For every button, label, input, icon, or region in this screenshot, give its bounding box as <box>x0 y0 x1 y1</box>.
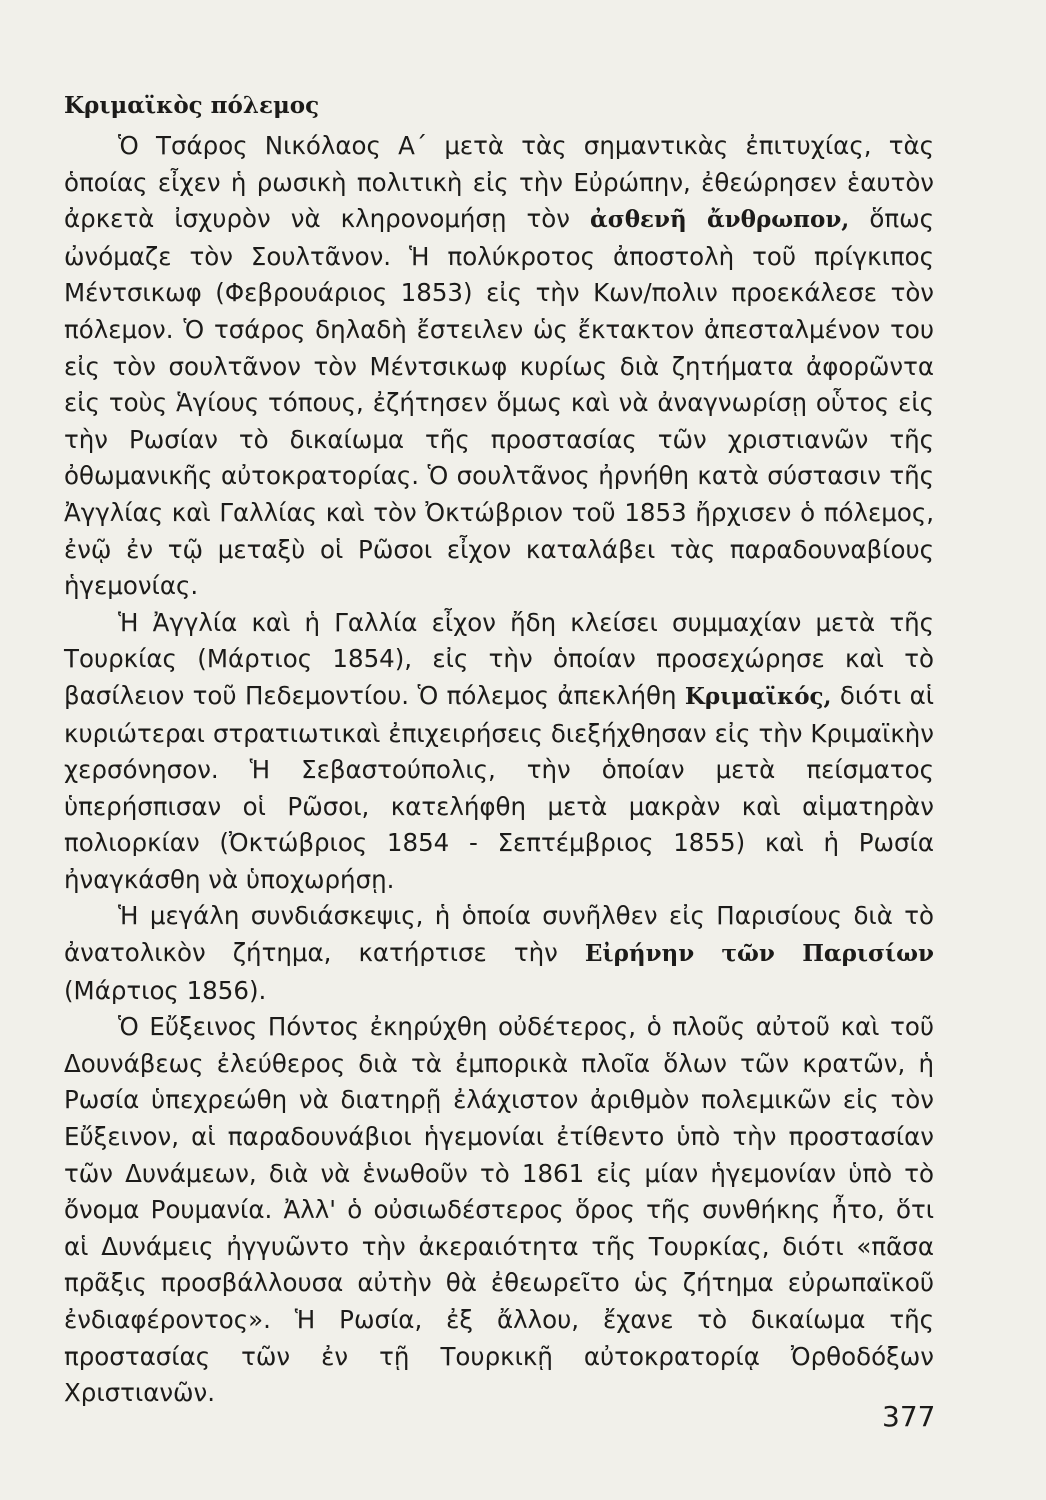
paragraph-2-bold-term: Κριμαϊκός, <box>684 682 832 710</box>
paragraph-4 <box>64 1009 934 1412</box>
paragraph-3 <box>64 898 934 1009</box>
section-title: Κριμαϊκὸς πόλεμος <box>64 92 320 119</box>
paragraph-1 <box>64 128 934 605</box>
paragraph-4-text: Ὁ Εὔξεινος Πόντος ἐκηρύχθη οὐδέτερος, ὁ πλοῦς αὐτοῦ καὶ τοῦ Δουνάβεως ἐλεύθερος διὰ τὰ ἐμπορικὰ πλοῖα ὅλων τῶν κρατῶν, ἡ Ρωσία ὑπεχρεώθη νὰ διατηρῇ ἐλάχιστον ἀριθμὸν πολεμικῶν εἰς τὸν Εὔξεινον, αἱ παραδουνάβιοι ἡγεμονίαι ἐτίθεντο ὑπὸ τὴν προστασίαν τῶν Δυνάμεων, διὰ νὰ ἑνωθοῦν τὸ 1861 εἰς μίαν ἡγεμονίαν ὑπὸ τὸ ὄνομα Ρουμανία. Ἀλλ' ὁ οὐσιωδέστερος ὅρος τῆς συνθήκης ἦτο, ὅτι αἱ Δυνάμεις ἠγγυῶντο τὴν ἀκεραιότητα τῆς Τουρκίας, διότι «πᾶσα πρᾶξις προσβάλλουσα αὐτὴν θὰ ἐθεωρεῖτο ὡς ζήτημα εὐρωπαϊκοῦ ἐνδιαφέροντος». Ἡ Ρωσία, ἐξ ἄλλου, ἔχανε τὸ δικαίωμα τῆς προστασίας τῶν ἐν τῇ Τουρκικῇ αὐτοκρατορίᾳ Ὀρθοδόξων Χριστιανῶν. <box>64 1012 934 1408</box>
paragraph-3-bold-term: Εἰρήνην τῶν Παρισίων <box>584 940 934 968</box>
paragraph-2 <box>64 605 934 899</box>
paragraph-2-text-a: Ἡ Ἀγγλία καὶ ἡ Γαλλία εἶχον ἤδη κλείσει συμμαχίαν μετὰ τῆς Τουρκίας (Μάρτιος 1854), εἰς τὴν ὁποίαν προσεχώρησε καὶ τὸ βασίλειον τοῦ Πεδεμοντίου. Ὁ πόλεμος ἀπεκλήθη <box>64 607 934 710</box>
paragraph-1-text-b: ὅπως ὠνόμαζε τὸν Σουλτᾶνον. Ἡ πολύκροτος ἀποστολὴ τοῦ πρίγκιπος Μέντσικωφ (Φεβρουάριος 1853) εἰς τὴν Κων/πολιν προεκάλεσε τὸν πόλεμον. Ὁ τσάρος δηλαδὴ ἔστειλεν ὡς ἔκτακτον ἀπεσταλμένον του εἰς τὸν σουλτᾶνον τὸν Μέντσικωφ κυρίως διὰ ζητήματα ἀφορῶντα εἰς τοὺς Ἁγίους τόπους, ἐζήτησεν ὅμως καὶ νὰ ἀναγνωρίσῃ οὗτος εἰς τὴν Ρωσίαν τὸ δικαίωμα τῆς προστασίας τῶν χριστιανῶν τῆς ὀθωμανικῆς αὐτοκρατορίας. Ὁ σουλτᾶνος ἠρνήθη κατὰ σύστασιν τῆς Ἀγγλίας καὶ Γαλλίας καὶ τὸν Ὀκτώβριον τοῦ 1853 ἤρχισεν ὁ πόλεμος, ἐνῷ ἐν τῷ μεταξὺ οἱ Ρῶσοι εἶχον καταλάβει τὰς παραδουναβίους ἡγεμονίας. <box>64 204 934 601</box>
page-number: 377 <box>882 1400 936 1433</box>
paragraph-1-text-a: Ὁ Τσάρος Νικόλαος Α΄ μετὰ τὰς σημαντικὰς ἐπιτυχίας, τὰς ὁποίας εἶχεν ἡ ρωσικὴ πολιτικὴ εἰς τὴν Εὐρώπην, ἐθεώρησεν ἑαυτὸν ἀρκετὰ ἰσχυρὸν νὰ κληρονομήσῃ τὸν <box>64 131 934 234</box>
paragraph-3-text-b: (Μάρτιος 1856). <box>64 975 267 1005</box>
paragraph-3-text-a: Ἡ μεγάλη συνδιάσκεψις, ἡ ὁποία συνῆλθεν εἰς Παρισίους διὰ τὸ ἀνατολικὸν ζήτημα, κατήρτισε τὴν <box>64 901 934 968</box>
paragraph-1-bold-term: ἀσθενῆ ἄνθρωπον, <box>590 206 850 234</box>
paragraph-2-text-b: διότι αἱ κυριώτεραι στρατιωτικαὶ ἐπιχειρήσεις διεξήχθησαν εἰς τὴν Κριμαϊκὴν χερσόνησον. Ἡ Σεβαστούπολις, τὴν ὁποίαν μετὰ πείσματος ὑπερήσπισαν οἱ Ρῶσοι, κατελήφθη μετὰ μακρὰν καὶ αἱματηρὰν πολιορκίαν (Ὀκτώβριος 1854 - Σεπτέμβριος 1855) καὶ ἡ Ρωσία ἠναγκάσθη νὰ ὑποχωρήσῃ. <box>64 680 935 894</box>
